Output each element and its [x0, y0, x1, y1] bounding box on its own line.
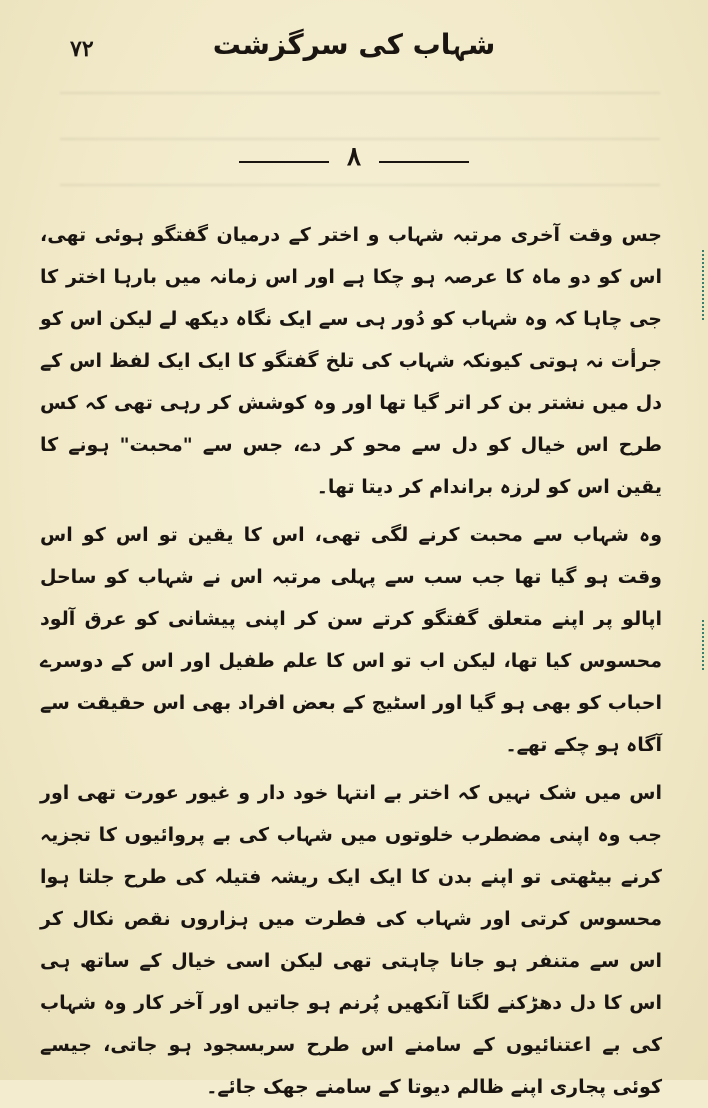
paragraph: وہ شہاب سے محبت کرنے لگی تھی، اس کا یقین تو اس کو اس وقت ہو گیا تھا جب سب سے پہلی مرتبہ اس نے شہاب کو ساحل اپالو پر اپنے متعلق گفتگو کرتے سن کر اپنی پیشانی کو عرق آلود محسوس کیا تھا، لیکن اب تو اس کا علم طفیل اور اس کے دوسرے احباب کو بھی ہو گیا اور اسٹیج کے بعض افراد بھی اس حقیقت سے آگاہ ہو چکے تھے۔ [40, 524, 662, 756]
page-number: ۷۲ [70, 36, 94, 62]
body-text [40, 214, 662, 1108]
running-title: شہاب کی سرگزشت [212, 28, 496, 61]
paragraph: اس میں شک نہیں کہ اختر بے انتہا خود دار و غیور عورت تھی اور جب وہ اپنی مضطرب خلوتوں میں شہاب کی بے پروائیوں کا تجزیہ کرنے بیٹھتی تو اپنے بدن کا ایک ایک ریشہ فتیلہ کی طرح جلتا ہوا محسوس کرتی اور شہاب کی فطرت میں ہزاروں نقص نکال کر اس سے متنفر ہو جانا چاہتی تھی لیکن اسی خیال کے ساتھ ہی اس کا دل دھڑکنے لگتا آنکھیں پُرنم ہو جاتیں اور آخر کار وہ شہاب کی بے اعتنائیوں کے سامنے اس طرح سربسجود ہو جاتی، جیسے کوئی پجاری اپنے ظالم دیوتا کے سامنے جھک جائے۔ [40, 782, 662, 1098]
chapter-heading [0, 137, 708, 177]
chapter-rule-left [239, 161, 329, 163]
margin-binding-mark [696, 250, 704, 320]
chapter-number: ۸ [347, 142, 361, 172]
paragraph: جس وقت آخری مرتبہ شہاب و اختر کے درمیان گفتگو ہوئی تھی، اس کو دو ماہ کا عرصہ ہو چکا ہے اور اس زمانہ میں بارہا اختر کا جی چاہا کہ وہ شہاب کو دُور ہی سے ایک نگاہ دیکھ لے لیکن اس کو جرأت نہ ہوتی کیونکہ شہاب کی تلخ گفتگو کا ایک ایک لفظ اس کے دل میں نشتر بن کر اتر گیا تھا اور وہ کوشش کر رہی تھی کہ کس طرح اس خیال کو دل سے محو کر دے، جس سے "محبت" ہونے کا یقین اس کو لرزہ براندام کر دیتا تھا۔ [40, 224, 662, 498]
chapter-rule-right [379, 161, 469, 163]
margin-binding-mark [696, 620, 704, 670]
